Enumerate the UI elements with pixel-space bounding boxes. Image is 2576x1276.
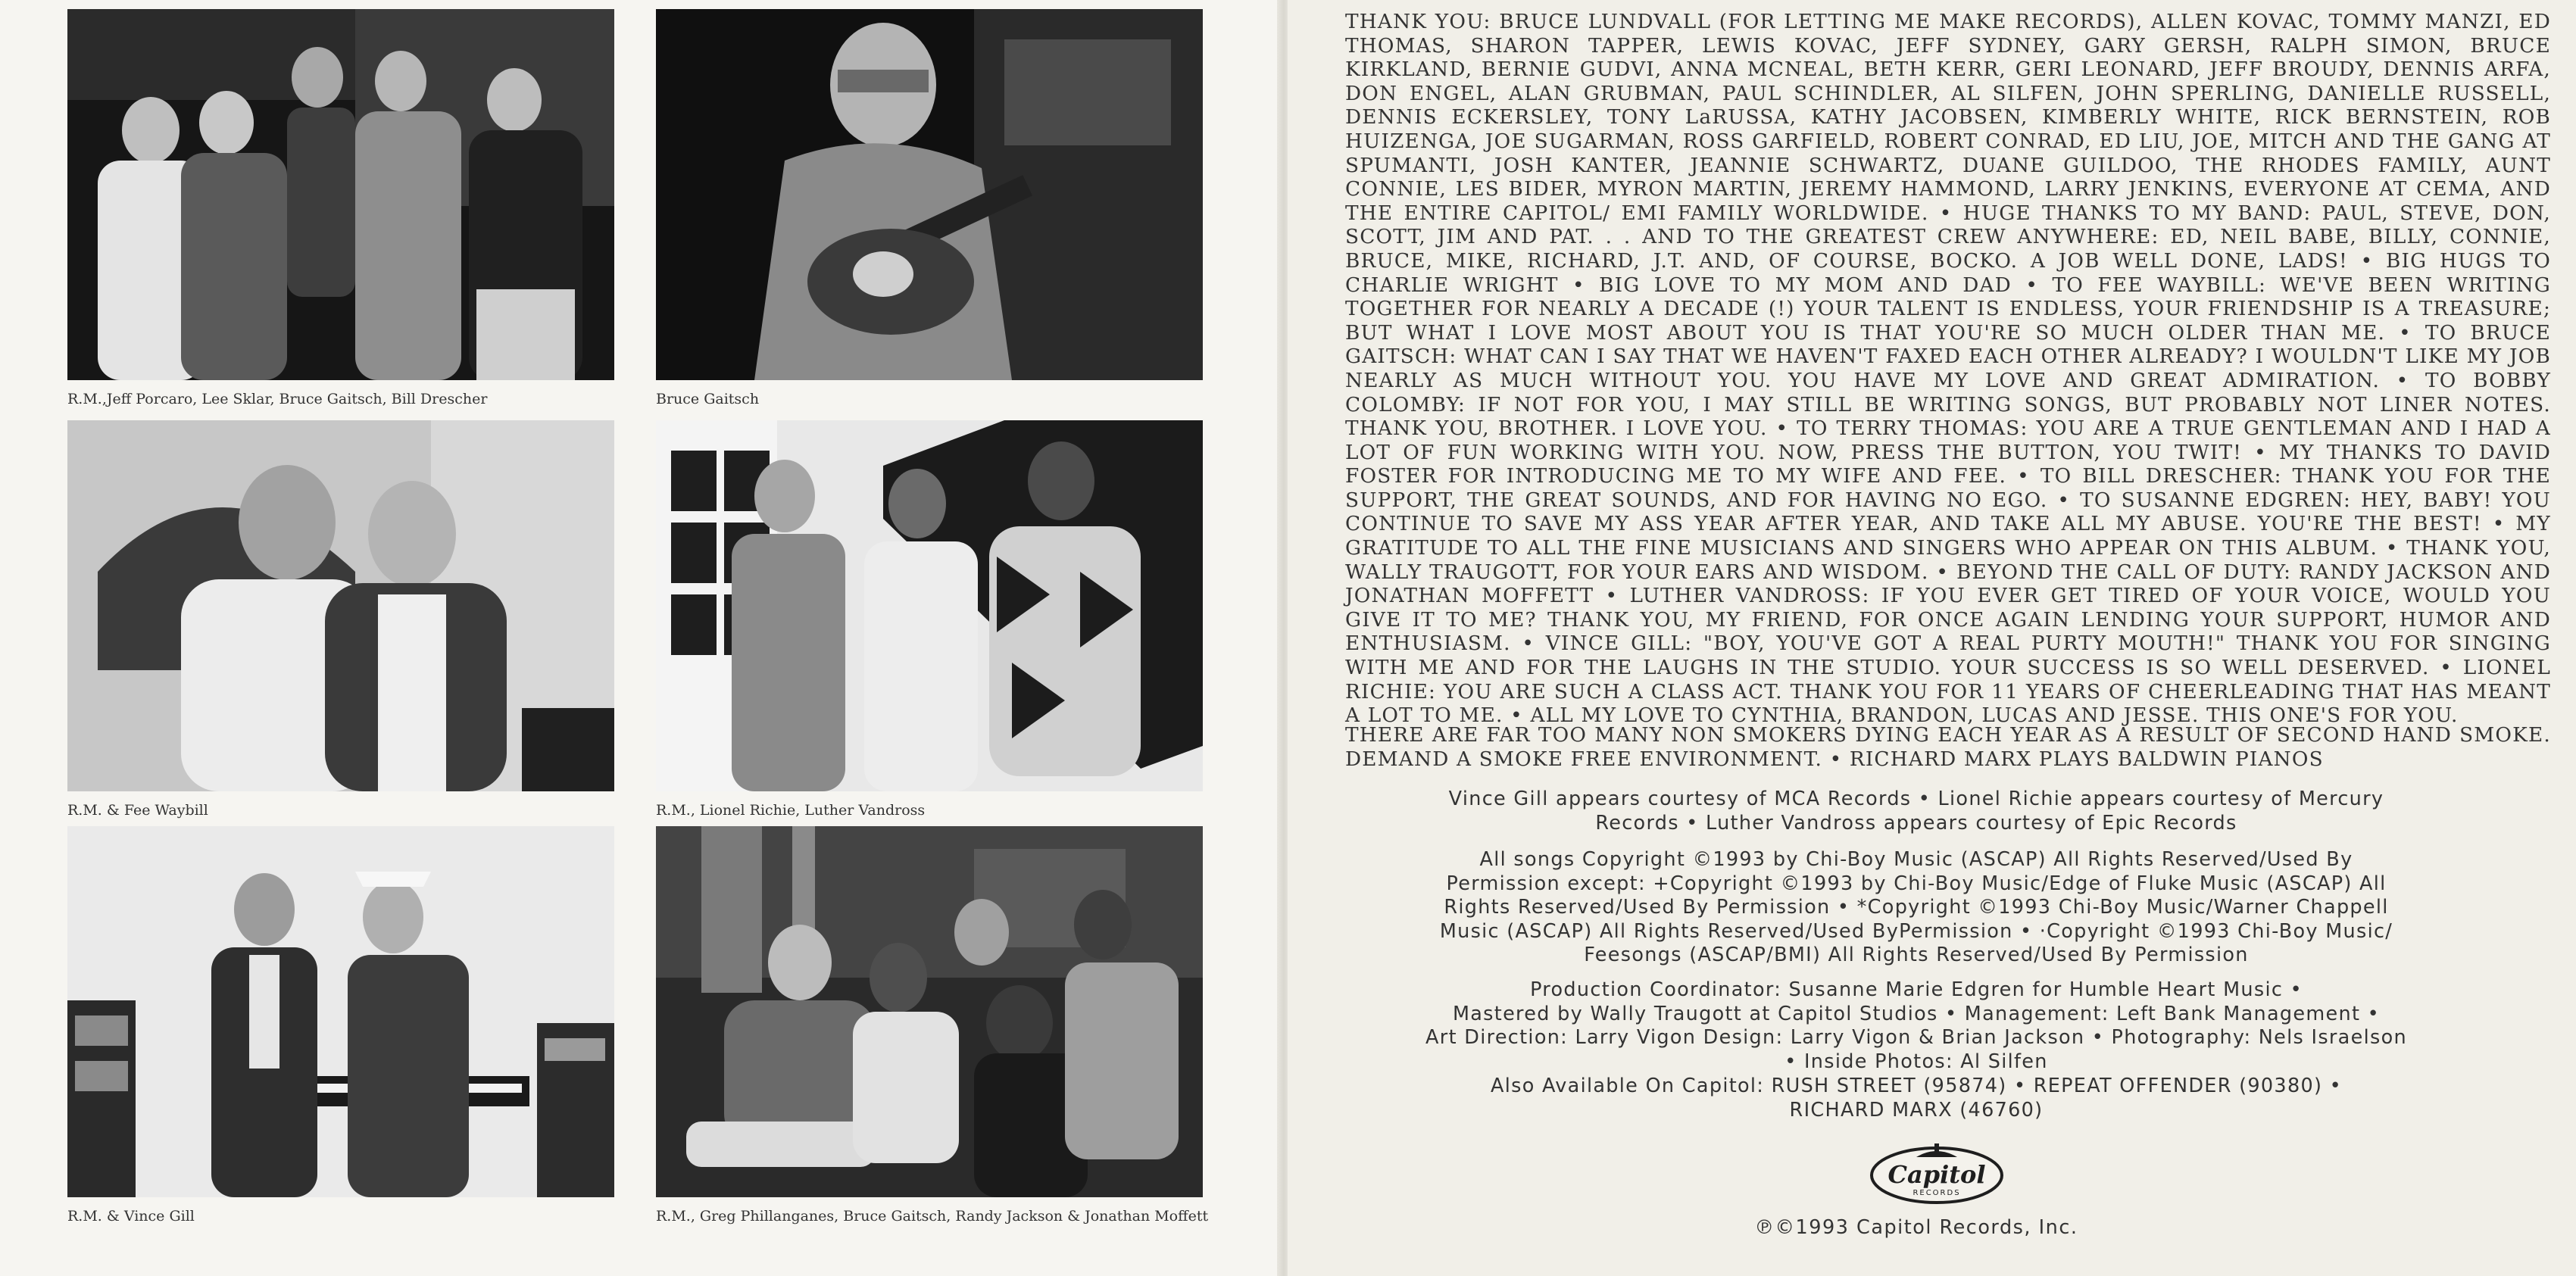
courtesy-line: Vince Gill appears courtesy of MCA Records • Lionel Richie appears courtesy of Mercury	[1448, 788, 2384, 810]
smoke-free-notice: THERE ARE FAR TOO MANY NON SMOKERS DYING EACH YEAR AS A RESULT OF SECOND HAND SMOKE. DEMAND A SMOKE FREE ENVIRONMENT. • RICHARD MARX PLAYS BALDWIN PIANOS	[1345, 724, 2551, 771]
photo-caption-2: Bruce Gaitsch	[656, 391, 760, 407]
copyright-line: Rights Reserved/Used By Permission • *Copyright ©1993 Chi-Boy Music/Warner Chappell	[1444, 896, 2389, 919]
fee-waybill-photo	[67, 420, 614, 791]
logo-wordmark: Capitol	[1888, 1160, 1986, 1189]
also-available-line: RICHARD MARX (46760)	[1789, 1098, 2044, 1122]
guitarist-photo	[656, 9, 1203, 380]
thank-you-credits: THANK YOU: BRUCE LUNDVALL (FOR LETTING ME MAKE RECORDS), ALLEN KOVAC, TOMMY MANZI, ED THOMAS, SHARON TAPPER, LEWIS KOVAC, JEFF SYDNEY, GARY GERSH, RALPH SIMON, BRUCE KIRKLAND, BERNIE GUDVI, ANNA MCNEAL, BETH KERR, GERI LEONARD, JEFF BROUDY, DENNIS ARFA, DON ENGEL, ALAN GRUBMAN, PAUL SCHINDLER, AL SILFEN, JOHN SPERLING, DANIELLE RUSSELL, DENNIS ECKERSLEY, TONY LaRUSSA, KATHY JACOBSEN, KIMBERLY WHITE, RICK BERNSTEIN, ROB HUIZENGA, JOE SUGARMAN, ROSS GARFIELD, ROBERT CONRAD, ED LIU, JOE, MITCH AND THE GANG AT SPUMANTI, JOSH KANTER, JEANNIE SCHWARTZ, DUANE GUILDOO, THE RHODES FAMILY, AUNT CONNIE, LES BIDER, MYRON MARTIN, JEREMY HAMMOND, LARRY JENKINS, EVERYONE AT CEMA, AND THE ENTIRE CAPITOL/ EMI FAMILY WORLDWIDE. • HUGE THANKS TO MY BAND: PAUL, STEVE, DON, SCOTT, JIM AND PAT. . . AND TO THE GREATEST CREW ANYWHERE: ED, NEIL BABE, BILLY, CONNIE, BRUCE, MIKE, RICHARD, J.T. AND, OF COURSE, BOCKO. A JOB WELL DONE, LADS! • BIG HUGS TO CHARLIE WRIGHT • BIG LOVE TO MY MOM AND DAD • TO FEE WAYBILL: WE'VE BEEN WRITING TOGETHER FOR NEARLY A DECADE (!) YOUR TALENT IS ENDLESS, YOUR FRIENDSHIP IS A TREASURE; BUT WHAT I LOVE MOST ABOUT YOU IS THAT YOU'RE SO MUCH OLDER THAN ME. • TO BRUCE GAITSCH: WHAT CAN I SAY THAT WE HAVEN'T FAXED EACH OTHER ALREADY? I WOULDN'T LIKE MY JOB NEARLY AS MUCH WITHOUT YOU. YOU HAVE MY LOVE AND GREAT ADMIRATION. • TO BOBBY COLOMBY: IF NOT FOR YOU, I MAY STILL BE WRITING SONGS, BUT PROBABLY NOT LINER NOTES. THANK YOU, BROTHER. I LOVE YOU. • TO TERRY THOMAS: YOU ARE A TRUE GENTLEMAN AND I HAD A LOT OF FUN WORKING WITH YOU. NOW, PRESS THE BUTTON, YOU TWIT! • MY THANKS TO DAVID FOSTER FOR INTRODUCING ME TO MY WIFE AND FEE. • TO BILL DRESCHER: THANK YOU FOR THE SUPPORT, THE GREAT SOUNDS, AND FOR HAVING NO EGO. • TO SUSANNE EDGREN: HEY, BABY! YOU CONTINUE TO SAVE MY ASS YEAR AFTER YEAR, AND TAKE ALL MY ABUSE. YOU'RE THE BEST! • MY GRATITUDE TO ALL THE FINE MUSICIANS AND SINGERS WHO APPEAR ON THIS ALBUM. • THANK YOU, WALLY TRAUGOTT, FOR YOUR EARS AND WISDOM. • BEYOND THE CALL OF DUTY: RANDY JACKSON AND JONATHAN MOFFETT • LUTHER VANDROSS: IF YOU EVER GET TIRED OF YOUR VOICE, WOULD YOU GIVE IT TO ME? THANK YOU, MY FRIEND, FOR ONCE AGAIN LENDING YOUR SUPPORT, HUMOR AND ENTHUSIASM. • VINCE GILL: "BOY, YOU'VE GOT A REAL PURTY MOUTH!" THANK YOU FOR SINGING WITH ME AND FOR THE LAUGHS IN THE STUDIO. YOUR SUCCESS IS SO WELL DESERVED. • LIONEL RICHIE: YOU ARE SUCH A CLASS ACT. THANK YOU FOR 11 YEARS OF CHEERLEADING THAT HAS MEANT A LOT TO ME. • ALL MY LOVE TO CYNTHIA, BRANDON, LUCAS AND JESSE. THIS ONE'S FOR YOU.	[1345, 11, 2551, 728]
left-page	[0, 0, 1280, 1276]
production-line: • Inside Photos: Al Silfen	[1784, 1050, 2048, 1073]
photo-caption-4: R.M., Lionel Richie, Luther Vandross	[656, 802, 926, 819]
vince-gill-photo	[67, 826, 614, 1197]
courtesy-block	[1356, 788, 2477, 835]
logo-subtext: RECORDS	[1912, 1189, 1961, 1197]
band-group-photo	[67, 9, 614, 380]
courtesy-line: Records • Luther Vandross appears courtesy of Epic Records	[1595, 811, 2237, 835]
production-line: Art Direction: Larry Vigon Design: Larry Vigon & Brian Jackson • Photography: Nels Israelson	[1425, 1026, 2407, 1049]
also-available-block	[1356, 1075, 2477, 1122]
copyright-line: Permission except: +Copyright ©1993 by Chi-Boy Music/Edge of Fluke Music (ASCAP) All	[1446, 872, 2387, 895]
production-line: Production Coordinator: Susanne Marie Edgren for Humble Heart Music •	[1530, 978, 2303, 1001]
photo-caption-6: R.M., Greg Phillanganes, Bruce Gaitsch, Randy Jackson & Jonathan Moffett	[656, 1208, 1209, 1225]
label-copyright: ℗©1993 Capitol Records, Inc.	[1754, 1216, 2078, 1239]
richie-vandross-photo	[656, 420, 1203, 791]
photo-caption-1: R.M.,Jeff Porcaro, Lee Sklar, Bruce Gaitsch, Bill Drescher	[67, 391, 488, 407]
photo-caption-3: R.M. & Fee Waybill	[67, 802, 208, 819]
copyright-line: Music (ASCAP) All Rights Reserved/Used ByPermission • ·Copyright ©1993 Chi-Boy Music/	[1439, 919, 2393, 943]
copyright-line: Feesongs (ASCAP/BMI) All Rights Reserved/Used By Permission	[1584, 944, 2249, 966]
copyright-line: All songs Copyright ©1993 by Chi-Boy Music (ASCAP) All Rights Reserved/Used By	[1479, 848, 2353, 871]
production-credits-block	[1356, 978, 2477, 1074]
capitol-records-logo	[1869, 1142, 2004, 1206]
also-available-line: Also Available On Capitol: RUSH STREET (95874) • REPEAT OFFENDER (90380) •	[1491, 1075, 2342, 1097]
production-line: Mastered by Wally Traugott at Capitol Studios • Management: Left Bank Management •	[1452, 1002, 2381, 1025]
photo-caption-5: R.M. & Vince Gill	[67, 1208, 195, 1225]
song-copyright-block	[1356, 848, 2477, 968]
studio-group-photo	[656, 826, 1203, 1197]
